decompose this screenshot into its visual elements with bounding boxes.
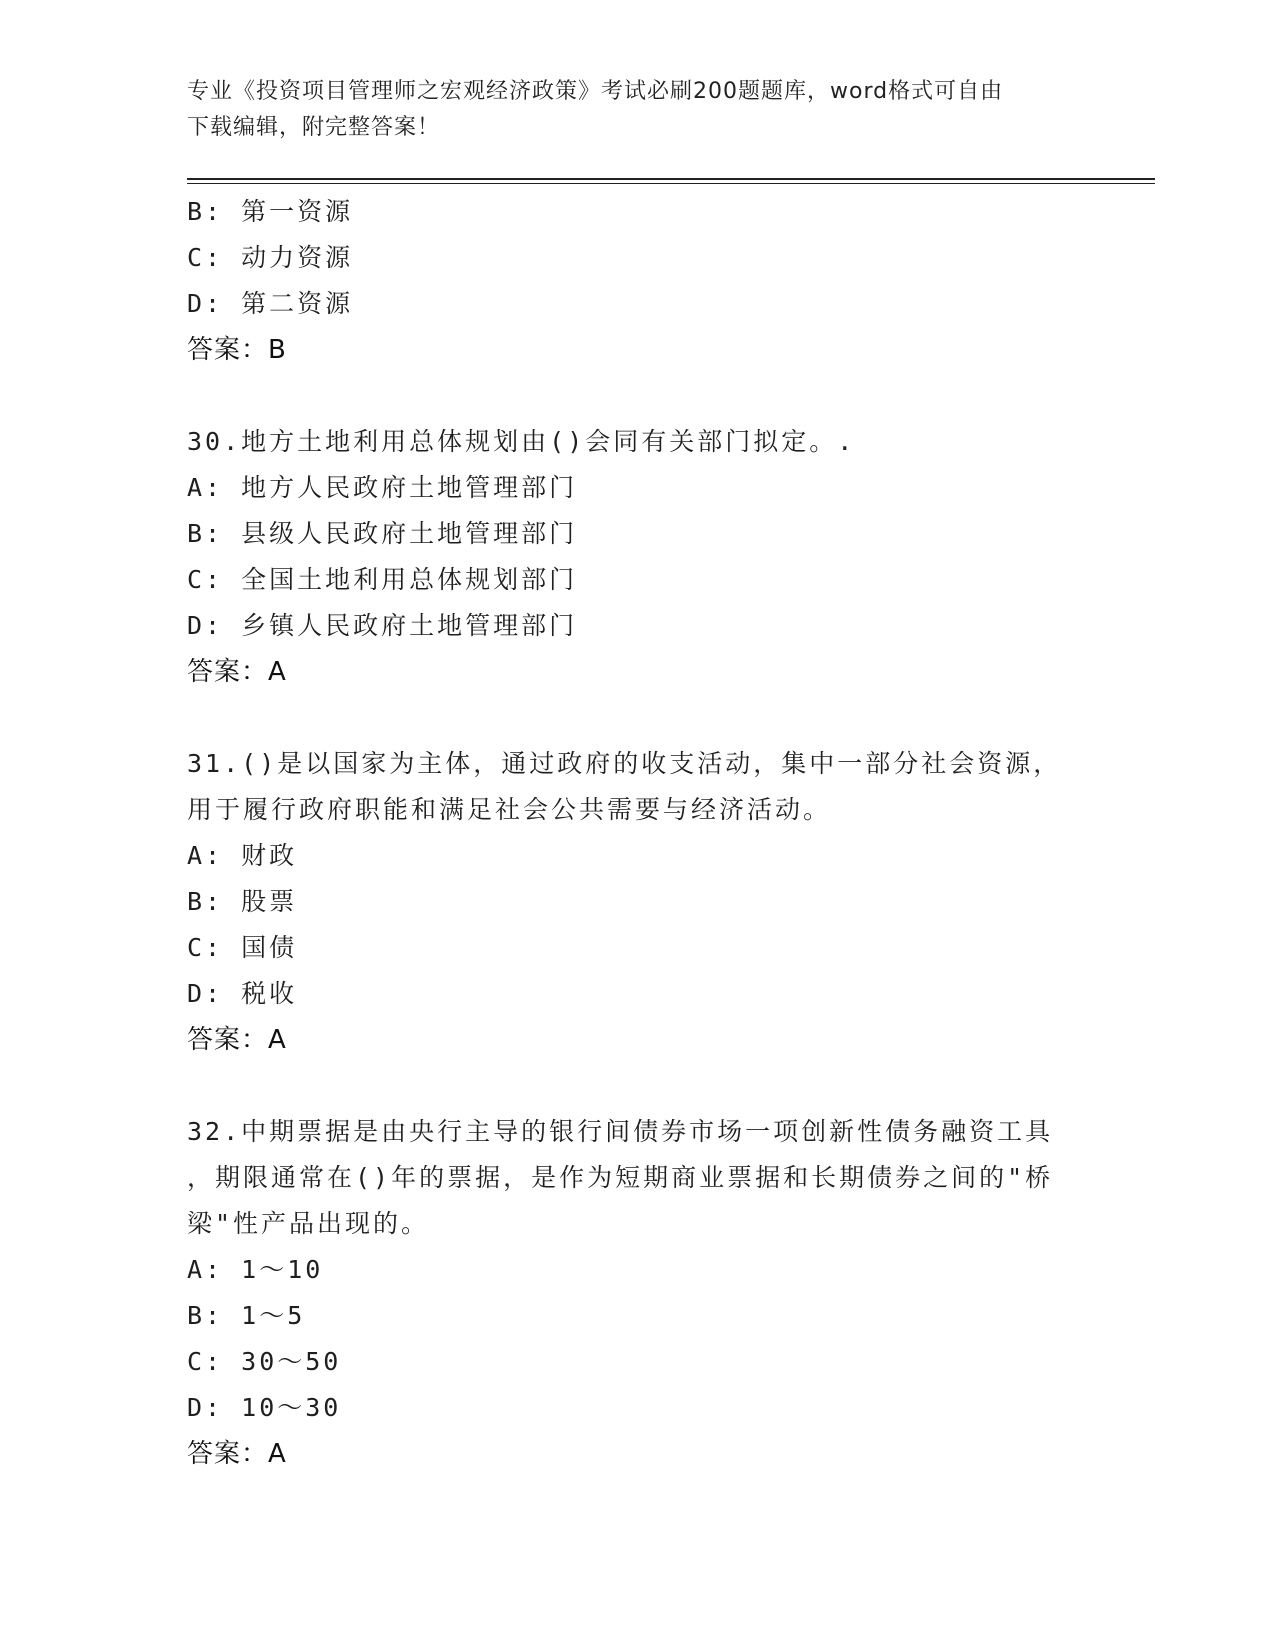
option-b: B: 股票 <box>187 887 298 916</box>
option-b: B: 第一资源 <box>187 197 354 226</box>
option-c: C: 30～50 <box>187 1347 342 1376</box>
option-a: A: 地方人民政府土地管理部门 <box>187 473 578 502</box>
spacer <box>187 695 1087 741</box>
answer-line: 答案：A <box>187 657 287 687</box>
option-c: C: 动力资源 <box>187 243 354 272</box>
question-stem-line-1: 31.()是以国家为主体，通过政府的收支活动，集中一部分社会资源， <box>187 749 1062 778</box>
spacer <box>187 1063 1087 1109</box>
option-b: B: 县级人民政府土地管理部门 <box>187 519 578 548</box>
document-header <box>187 74 1087 146</box>
header-divider-thin <box>187 183 1155 184</box>
spacer <box>187 373 1087 419</box>
question-block-31 <box>187 741 1087 1063</box>
question-stem-line-3: 梁"性产品出现的。 <box>187 1209 430 1238</box>
option-d: D: 10～30 <box>187 1393 342 1422</box>
question-stem-line-1: 32.中期票据是由央行主导的银行间债券市场一项创新性债务融资工具 <box>187 1117 1054 1146</box>
answer-line: 答案：B <box>187 335 287 365</box>
answer-line: 答案：A <box>187 1439 287 1469</box>
answer-line: 答案：A <box>187 1025 287 1055</box>
header-divider-thick <box>187 178 1155 180</box>
question-block-30 <box>187 419 1087 695</box>
question-list <box>187 189 1087 1477</box>
option-b: B: 1～5 <box>187 1301 306 1330</box>
question-stem: 30.地方土地利用总体规划由()会同有关部门拟定。. <box>187 427 856 456</box>
question-block-partial <box>187 189 1087 373</box>
question-stem-line-2: 用于履行政府职能和满足社会公共需要与经济活动。 <box>187 795 832 824</box>
option-d: D: 乡镇人民政府土地管理部门 <box>187 611 578 640</box>
option-d: D: 税收 <box>187 979 298 1008</box>
question-block-32 <box>187 1109 1087 1477</box>
option-a: A: 1～10 <box>187 1255 324 1284</box>
option-a: A: 财政 <box>187 841 298 870</box>
header-title-line-1: 专业《投资项目管理师之宏观经济政策》考试必刷200题题库，word格式可自由 <box>187 79 1004 104</box>
header-title-line-2: 下载编辑，附完整答案！ <box>187 115 441 140</box>
option-c: C: 国债 <box>187 933 298 962</box>
option-d: D: 第二资源 <box>187 289 354 318</box>
option-c: C: 全国土地利用总体规划部门 <box>187 565 578 594</box>
question-stem-line-2: ，期限通常在()年的票据，是作为短期商业票据和长期债券之间的"桥 <box>187 1163 1054 1192</box>
